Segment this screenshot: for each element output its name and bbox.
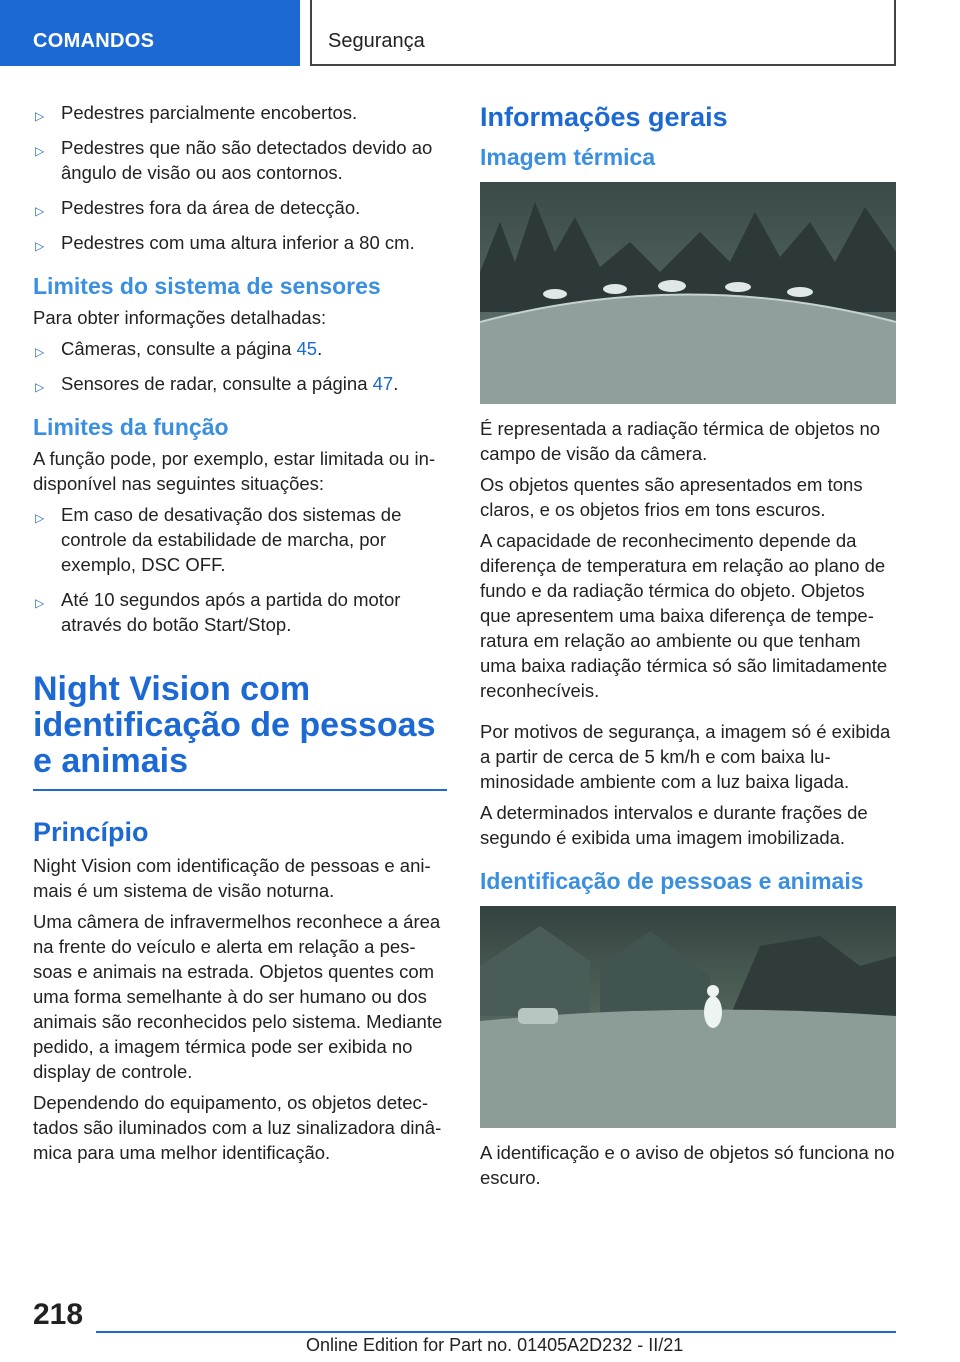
triangle-bullet-icon: ▷ [35, 144, 45, 158]
sensor-limits-intro: Para obter informações detalhadas: [33, 307, 327, 328]
list-item: ▷ Pedestres que não são detectados devido ao ângulo de visão ou aos contornos. [35, 137, 433, 183]
list-item: ▷ Pedestres parcialmente encobertos. [33, 100, 447, 125]
list-item: ▷ Até 10 segundos após a partida do motor através do botão Start/Stop. [35, 589, 401, 635]
page-link-cameras[interactable]: 45 [296, 338, 318, 359]
header-section-tab [0, 0, 300, 66]
chapter-title: Night Vision com identificação de pessoas e animais [33, 671, 447, 791]
list-item: ▷ Sensores de radar, consulte a página 47. [33, 371, 447, 396]
principle-paragraph: Uma câmera de infravermelhos reconhece a área na frente do veículo e alerta em relação a pessoas e animais na estrada. Objetos quentes com uma forma semelhante à do ser humano ou dos animais são reconhecidos pelo sistema. Mediante pedido, a imagem térmica pode ser exibida no display de controle. [33, 911, 443, 1082]
function-limits-intro: A função pode, por exemplo, estar limitada ou indisponível nas seguintes situações: [33, 448, 436, 494]
right-column [480, 100, 896, 1196]
triangle-bullet-icon: ▷ [35, 345, 45, 359]
triangle-bullet-icon: ▷ [35, 204, 45, 218]
page-number: 218 [33, 1298, 84, 1331]
pedestrian-limits-list [33, 100, 447, 255]
footer-edition: Online Edition for Part no. 01405A2D232 - II/21 [306, 1335, 684, 1355]
thermal-image-animals-illustration [480, 182, 896, 404]
function-limits-list [33, 502, 447, 637]
header-section-label: COMANDOS [33, 30, 155, 52]
principle-paragraph: Dependendo do equipamento, os objetos detectados são iluminados com a luz sinalizadora dinâmica para uma melhor identificação. [33, 1092, 442, 1163]
identification-heading: Identificação de pessoas e animais [480, 868, 864, 894]
list-item: ▷ Câmeras, consulte a página 45. [33, 336, 447, 361]
triangle-bullet-icon: ▷ [35, 380, 45, 394]
thermal-paragraph: Por motivos de segurança, a imagem só é exibida a partir de cerca de 5 km/h e com baixa luminosidade ambiente com a luz baixa ligada. [480, 721, 891, 792]
header-topic-box [310, 0, 896, 66]
general-info-heading: Informações gerais [480, 102, 728, 132]
identification-paragraph: A identificação e o aviso de objetos só funciona no escuro. [480, 1142, 895, 1188]
thermal-paragraph: A capacidade de reconhecimento depende da diferença de temperatura em relação ao plano de fundo e da radiação térmica do objeto. Objetos que apresentem uma baixa diferença de temperatura em relação ao ambiente ou que tenham uma baixa radiação térmica só são limitadamente reconhecíveis. [480, 530, 888, 701]
sensor-limits-heading: Limites do sistema de sensores [33, 273, 381, 299]
thermal-paragraph: A determinados intervalos e durante frações de segundo é exibida uma imagem imobilizada. [480, 802, 868, 848]
list-item: ▷ Pedestres fora da área de detecção. [33, 195, 447, 220]
triangle-bullet-icon: ▷ [35, 109, 45, 123]
list-item: ▷ Em caso de desativação dos sistemas de controle da estabilidade de marcha, por exemplo, DSC OFF. [35, 504, 402, 575]
footer-divider [96, 1331, 896, 1333]
function-limits-heading: Limites da função [33, 414, 229, 440]
thermal-paragraph: É representada a radiação térmica de objetos no campo de visão da câmera. [480, 418, 881, 464]
thermal-paragraph: Os objetos quentes são apresentados em tons claros, e os objetos frios em tons escuros. [480, 474, 863, 520]
thermal-image-heading: Imagem térmica [480, 144, 656, 170]
header-topic-label: Segurança [328, 30, 425, 52]
triangle-bullet-icon: ▷ [35, 239, 45, 253]
principle-heading: Princípio [33, 817, 149, 847]
sensor-limits-list [33, 336, 447, 396]
principle-paragraph: Night Vision com identificação de pessoas e animais é um sistema de visão noturna. [33, 855, 431, 901]
left-column [33, 100, 447, 1171]
list-item: ▷ Pedestres com uma altura inferior a 80 cm. [33, 230, 447, 255]
thermal-image-pedestrian-illustration [480, 906, 896, 1128]
triangle-bullet-icon: ▷ [35, 596, 45, 610]
page-link-radar[interactable]: 47 [372, 373, 394, 394]
triangle-bullet-icon: ▷ [35, 511, 45, 525]
